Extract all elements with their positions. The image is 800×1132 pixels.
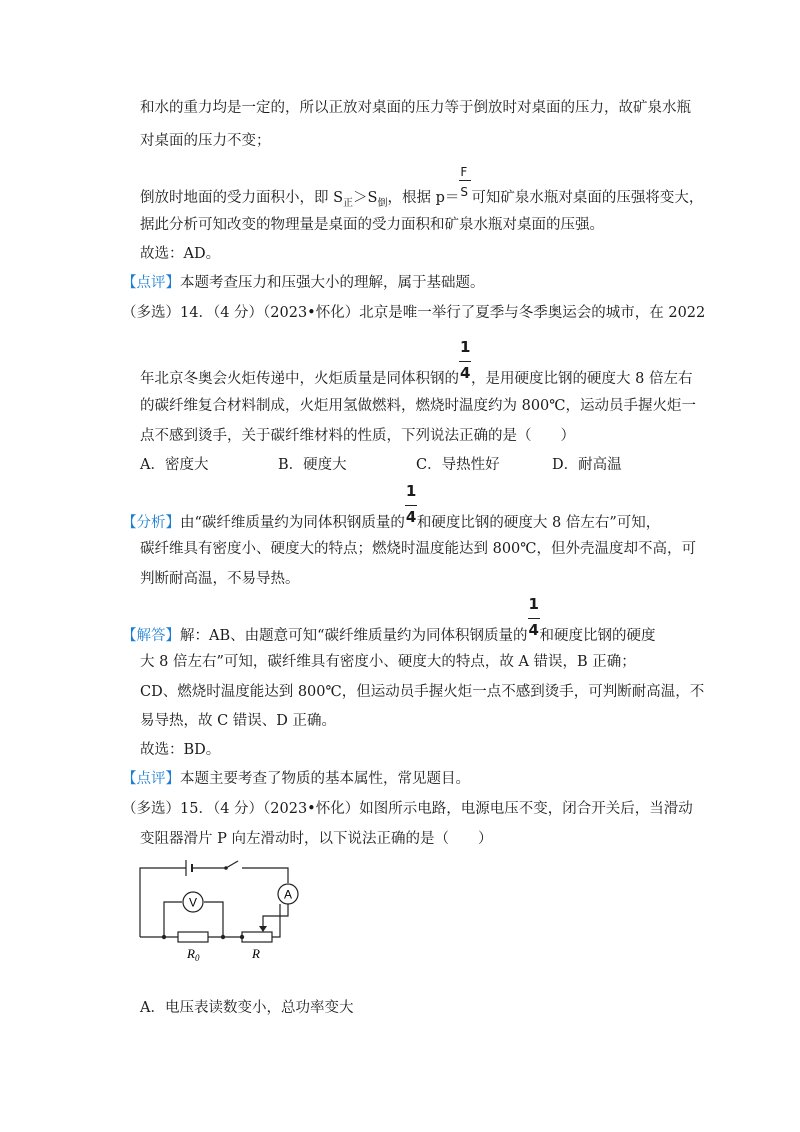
text-line: 和水的重力均是一定的，所以正放对桌面的压力等于倒放时对桌面的压力，故矿泉水瓶: [140, 100, 691, 116]
option-b: B．硬度大: [278, 457, 347, 473]
junction-dot: [240, 935, 244, 939]
wire: [242, 868, 288, 883]
solution-tag: 【解答】: [122, 628, 180, 644]
voltmeter-label: V: [188, 895, 198, 910]
resistor-r-body: [242, 932, 272, 942]
text-line: 易导热，故 C 错误、D 正确。: [140, 713, 337, 729]
comment-line: 【点评】本题主要考查了物质的基本属性，常见题目。: [122, 771, 470, 787]
text-line-formula: 倒放时地面的受力面积小，即 $S_正>S_倒$，根据 p＝ $\frac{F}{S}$ 可知矿泉水瓶对桌面的压强将变大，: [140, 165, 704, 209]
text-line: 对桌面的压力不变；: [140, 133, 271, 149]
text-line: 大 8 倍左右”可知，碳纤维具有密度小、硬度大的特点，故 A 错误，B 正确；: [140, 654, 636, 670]
circuit-diagram: [130, 855, 300, 970]
text-line: 判断耐高温，不易导热。: [140, 571, 300, 587]
text-line-formula: 年北京冬奥会火炬传递中，火炬质量是同体积钢的 $\frac{1}{4}$ ，是用硬度比钢的硬度大 8 倍左右: [140, 338, 693, 387]
text-line: 据此分析可知改变的物理量是桌面的受力面积和矿泉水瓶对桌面的压强。: [140, 217, 604, 233]
text-line: 碳纤维具有密度小、硬度大的特点；燃烧时温度能达到 800℃，但外壳温度却不高，可: [140, 541, 697, 557]
text-line: 的碳纤维复合材料制成，火炬用氢做燃料，燃烧时温度约为 800℃，运动员手握火炬一: [140, 398, 697, 414]
q15-option-a: A．电压表读数变小，总功率变大: [140, 1000, 354, 1016]
r-label: R: [252, 946, 260, 961]
fraction-one-quarter: $\frac{1}{4}$: [528, 595, 539, 639]
junction-dot: [221, 935, 225, 939]
switch-pivot: [224, 866, 228, 870]
switch-blade: [226, 861, 238, 868]
ammeter-label: A: [283, 887, 293, 902]
wire: [272, 904, 280, 937]
text-line: 变阻器滑片 P 向左滑动时，以下说法正确的是（ ）: [140, 831, 493, 847]
text-line: 故选：BD。: [140, 742, 221, 758]
solution-line: 【解答】解：AB、由题意可知“碳纤维质量约为同体积钢质量的 $\frac{1}{4}$ 和硬度比钢的硬度: [122, 595, 656, 644]
comment-line: 【点评】本题考查压力和压强大小的理解，属于基础题。: [122, 275, 485, 291]
comment-tag: 【点评】: [122, 771, 180, 787]
comment-tag: 【点评】: [122, 275, 180, 291]
option-a: A．密度大: [140, 457, 209, 473]
wire-slider: [263, 904, 288, 926]
resistor-r0-body: [178, 932, 208, 942]
text-line: CD、燃烧时温度能达到 800℃，但运动员手握火炬一点不感到烫手，可判断耐高温，不: [140, 684, 705, 700]
junction-dot: [162, 935, 166, 939]
text-line: 点不感到烫手，关于碳纤维材料的性质，下列说法正确的是（ ）: [140, 428, 575, 444]
r0-label: $R_0$: [187, 946, 200, 963]
fraction-one-quarter: $\frac{1}{4}$: [405, 482, 417, 526]
analysis-tag: 【分析】: [122, 515, 180, 531]
text-line: 故选：AD。: [140, 246, 221, 262]
question-15-header: （多选）15．（4 分）（2023•怀化）如图所示电路，电源电压不变，闭合开关后，当滑动: [122, 801, 693, 817]
question-14-header: （多选）14．（4 分）（2023•怀化）北京是唯一举行了夏季与冬季奥运会的城市，在 2022: [122, 305, 706, 321]
analysis-line: 【分析】由“碳纤维质量约为同体积钢质量的 $\frac{1}{4}$ 和硬度比钢的硬度大 8 倍左右”可知，: [122, 482, 661, 531]
option-d: D．耐高温: [552, 457, 622, 473]
slider-arrow: [259, 926, 267, 932]
fraction-one-quarter: $\frac{1}{4}$: [460, 338, 471, 382]
option-c: C．导热性好: [416, 457, 500, 473]
fraction-f-over-s: $\frac{F}{S}$: [459, 182, 471, 202]
